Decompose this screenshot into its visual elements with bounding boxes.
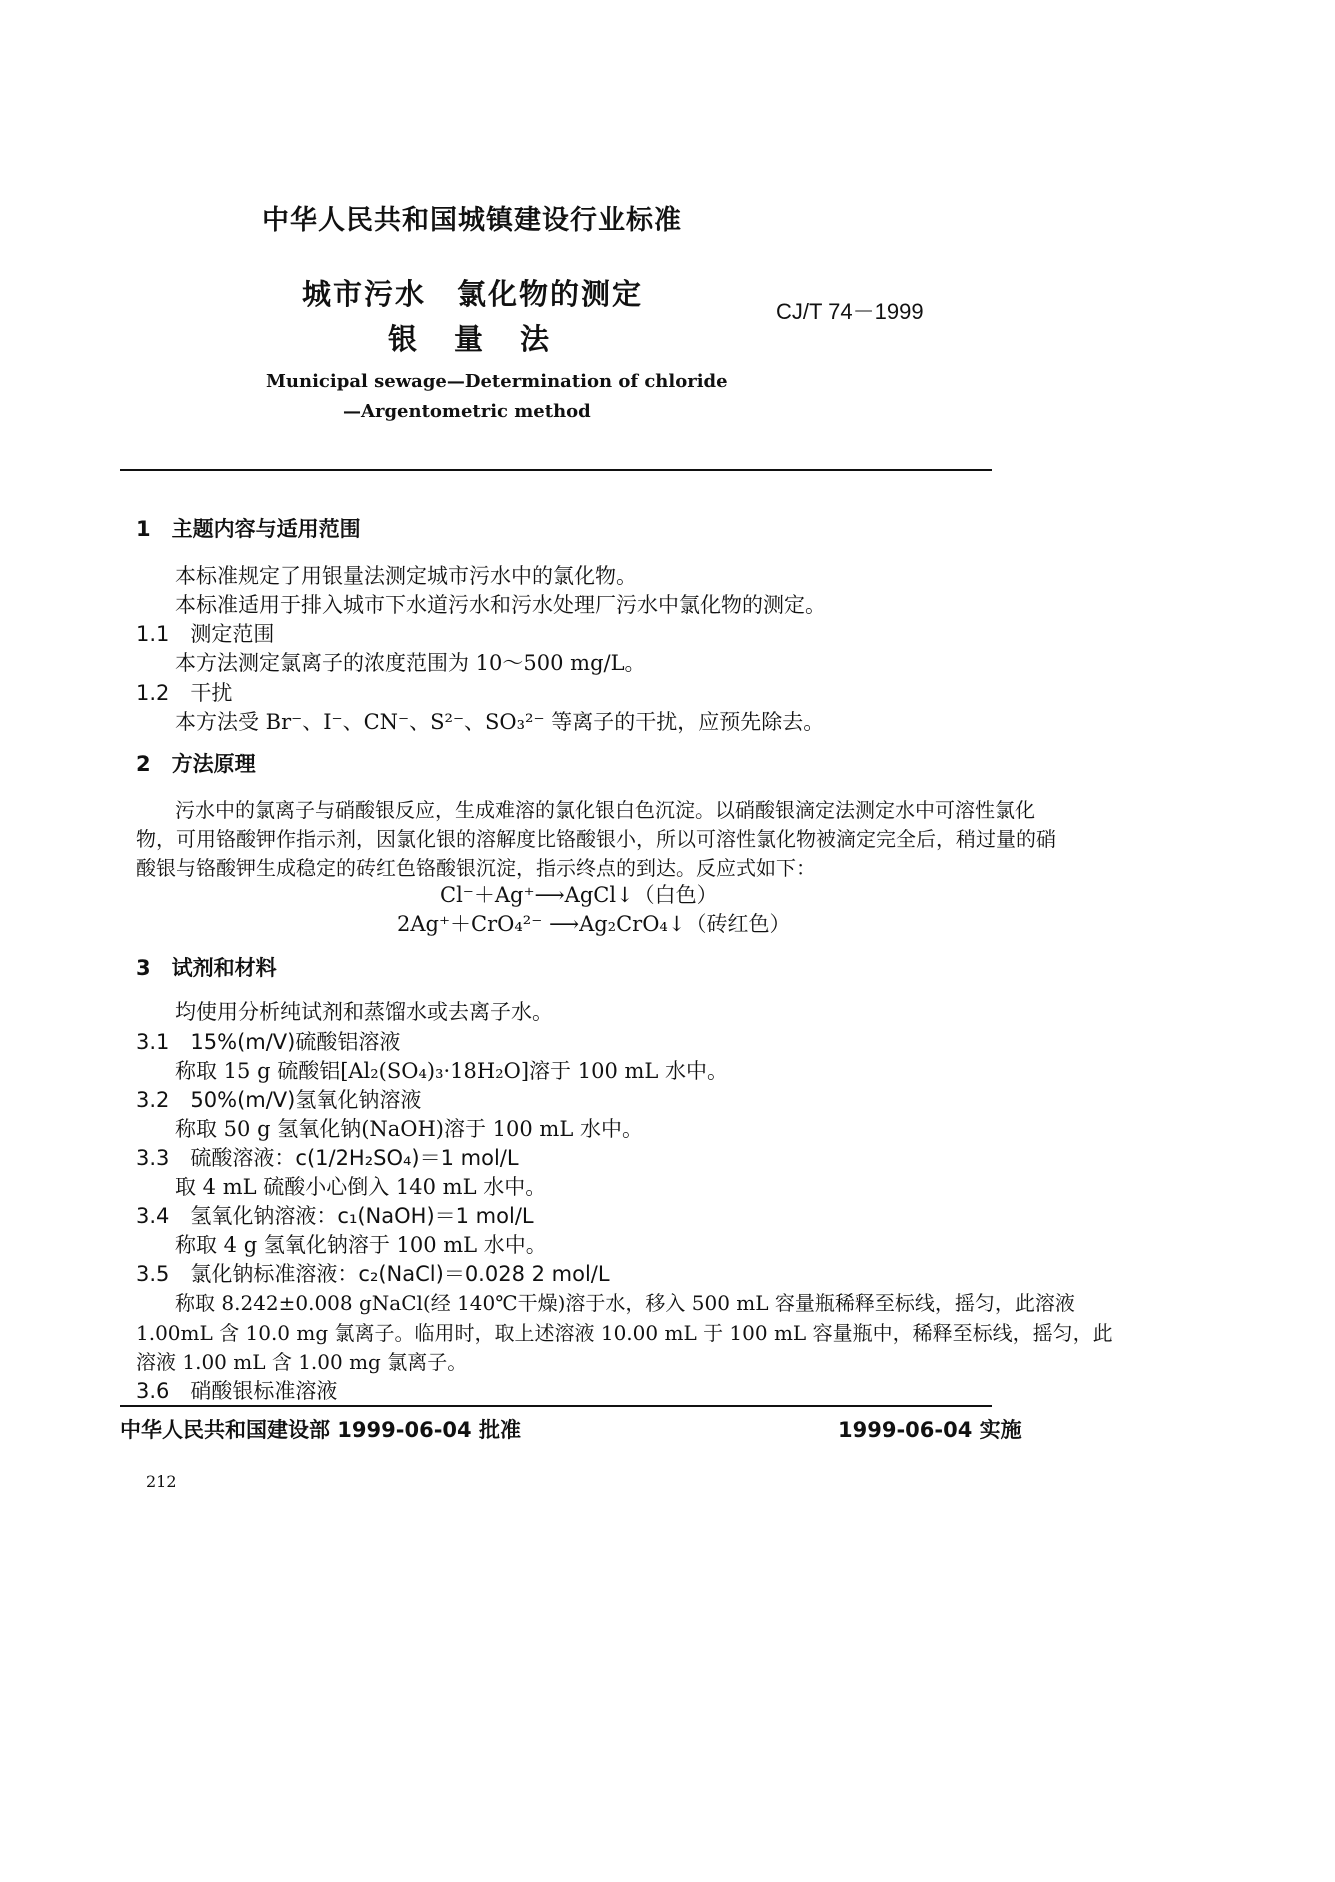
title-cn-line1: 城市污水 氯化物的测定 xyxy=(302,277,644,311)
standard-number: CJ/T 74－1999 xyxy=(776,299,924,324)
implementation-date: 1999-06-04 实施 xyxy=(838,1418,1022,1442)
footer-rule xyxy=(120,1405,992,1407)
issuing-org: 中华人民共和国城镇建设行业标准 xyxy=(262,205,682,236)
equation-1: Cl⁻＋Ag⁺⟶AgCl↓（白色） xyxy=(440,883,718,907)
section-1-para-2: 本标准适用于排入城市下水道污水和污水处理厂污水中氯化物的测定。 xyxy=(175,593,826,617)
section-3-4-heading: 3.4 氢氧化钠溶液：c₁(NaOH)＝1 mol/L xyxy=(136,1204,534,1228)
section-3-5-line-1: 称取 8.242±0.008 gNaCl(经 140℃干燥)溶于水，移入 500 mL 容量瓶稀释至标线，摇匀，此溶液 xyxy=(175,1291,1075,1315)
section-3-heading: 3 试剂和材料 xyxy=(136,956,277,980)
section-1-1-text: 本方法测定氯离子的浓度范围为 10～500 mg/L。 xyxy=(175,651,646,675)
title-en-line2: —Argentometric method xyxy=(343,401,591,422)
section-2-heading: 2 方法原理 xyxy=(136,752,256,776)
section-1-para-1: 本标准规定了用银量法测定城市污水中的氯化物。 xyxy=(175,564,637,588)
section-3-1-heading: 3.1 15%(m/V)硫酸铝溶液 xyxy=(136,1030,401,1054)
section-3-3-heading: 3.3 硫酸溶液：c(1/2H₂SO₄)＝1 mol/L xyxy=(136,1146,519,1170)
section-3-5-heading: 3.5 氯化钠标准溶液：c₂(NaCl)＝0.028 2 mol/L xyxy=(136,1262,610,1286)
page-number: 212 xyxy=(146,1472,177,1491)
section-3-5-line-3: 溶液 1.00 mL 含 1.00 mg 氯离子。 xyxy=(136,1350,468,1374)
section-2-line-2: 物，可用铬酸钾作指示剂，因氯化银的溶解度比铬酸银小，所以可溶性氯化物被滴定完全后，稍过量的硝 xyxy=(136,827,1056,851)
section-1-1-heading: 1.1 测定范围 xyxy=(136,622,275,646)
section-2-line-3: 酸银与铬酸钾生成稳定的砖红色铬酸银沉淀，指示终点的到达。反应式如下： xyxy=(136,856,816,880)
equation-2: 2Ag⁺＋CrO₄²⁻ ⟶Ag₂CrO₄↓（砖红色） xyxy=(397,912,791,936)
section-1-2-text: 本方法受 Br⁻、I⁻、CN⁻、S²⁻、SO₃²⁻ 等离子的干扰，应预先除去。 xyxy=(175,710,825,734)
section-3-3-text: 取 4 mL 硫酸小心倒入 140 mL 水中。 xyxy=(175,1175,547,1199)
section-3-6-heading: 3.6 硝酸银标准溶液 xyxy=(136,1379,338,1403)
section-3-2-heading: 3.2 50%(m/V)氢氧化钠溶液 xyxy=(136,1088,422,1112)
approval-statement: 中华人民共和国建设部 1999-06-04 批准 xyxy=(120,1418,521,1442)
section-2-line-1: 污水中的氯离子与硝酸银反应，生成难溶的氯化银白色沉淀。以硝酸银滴定法测定水中可溶性氯化 xyxy=(175,798,1035,822)
section-1-heading: 1 主题内容与适用范围 xyxy=(136,517,361,541)
header-rule xyxy=(120,469,992,471)
title-en-line1: Municipal sewage—Determination of chloride xyxy=(266,371,728,392)
section-3-4-text: 称取 4 g 氢氧化钠溶于 100 mL 水中。 xyxy=(175,1233,547,1257)
section-1-2-heading: 1.2 干扰 xyxy=(136,681,233,705)
section-3-2-text: 称取 50 g 氢氧化钠(NaOH)溶于 100 mL 水中。 xyxy=(175,1117,643,1141)
section-3-intro: 均使用分析纯试剂和蒸馏水或去离子水。 xyxy=(175,1000,553,1024)
section-3-5-line-2: 1.00mL 含 10.0 mg 氯离子。临用时，取上述溶液 10.00 mL 于 100 mL 容量瓶中，稀释至标线，摇匀，此 xyxy=(136,1321,1113,1345)
title-cn-line2: 银 量 法 xyxy=(388,322,554,356)
section-3-1-text: 称取 15 g 硫酸铝[Al₂(SO₄)₃·18H₂O]溶于 100 mL 水中。 xyxy=(175,1059,729,1083)
